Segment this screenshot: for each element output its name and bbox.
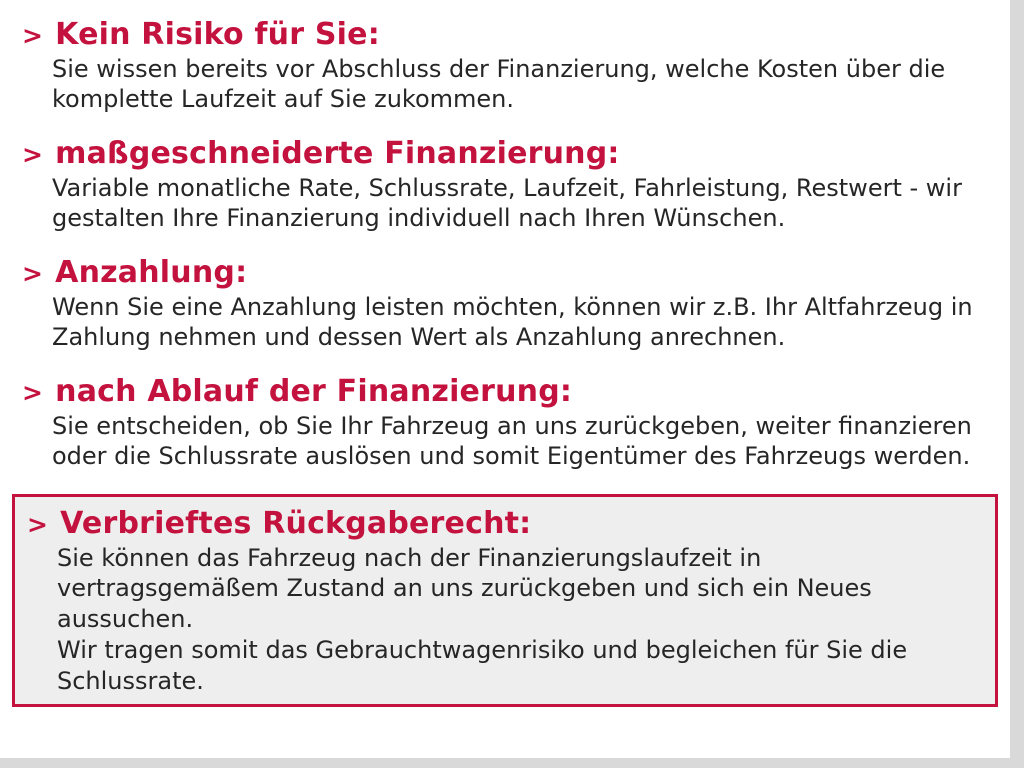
slide-edge-bottom — [0, 758, 1024, 768]
block-paragraph: Sie entscheiden, ob Sie Ihr Fahrzeug an uns zurückgeben, weiter finanzieren oder die Schlussrate auslösen und somit Eigentümer des Fahrzeugs werden. — [52, 411, 972, 471]
block-heading-text: Anzahlung: — [55, 255, 248, 291]
block-heading — [22, 256, 988, 290]
chevron-right-icon: > — [22, 259, 44, 289]
content-block-anzahlung — [22, 256, 988, 353]
block-heading — [22, 375, 988, 409]
block-heading — [22, 18, 988, 52]
chevron-right-icon: > — [27, 510, 49, 540]
block-heading-text: nach Ablauf der Finanzierung: — [55, 374, 573, 410]
block-paragraph: Sie können das Fahrzeug nach der Finanzierungslaufzeit in vertragsgemäßem Zustand an uns zurückgeben und sich ein Neues aussuchen. — [57, 543, 872, 634]
content-block-verbrieftes-rueckgaberecht — [12, 494, 998, 707]
block-heading — [27, 507, 983, 541]
chevron-right-icon: > — [22, 21, 44, 50]
content-block-kein-risiko — [22, 18, 988, 115]
chevron-right-icon: > — [22, 378, 44, 408]
slide-edge-right — [1010, 0, 1024, 768]
block-paragraph: Wenn Sie eine Anzahlung leisten möchten, können wir z.B. Ihr Altfahrzeug in Zahlung nehmen und dessen Wert als Anzahlung anrechnen. — [52, 292, 973, 352]
chevron-right-icon: > — [22, 140, 44, 170]
block-paragraph: Sie wissen bereits vor Abschluss der Finanzierung, welche Kosten über die komplette Laufzeit auf Sie zukommen. — [52, 54, 946, 114]
content-block-massgeschneiderte-finanzierung — [22, 137, 988, 234]
block-heading-text: Verbrieftes Rückgaberecht: — [60, 506, 532, 542]
block-heading-text: maßgeschneiderte Finanzierung: — [55, 136, 620, 172]
block-paragraph: Variable monatliche Rate, Schlussrate, Laufzeit, Fahrleistung, Restwert - wir gestalten Ihre Finanzierung individuell nach Ihren Wünschen. — [52, 173, 962, 233]
content-block-nach-ablauf — [22, 375, 988, 472]
block-paragraph: Wir tragen somit das Gebrauchtwagenrisiko und begleichen für Sie die Schlussrate. — [57, 635, 908, 695]
block-heading-text: Kein Risiko für Sie: — [55, 17, 380, 52]
block-heading — [22, 137, 988, 171]
